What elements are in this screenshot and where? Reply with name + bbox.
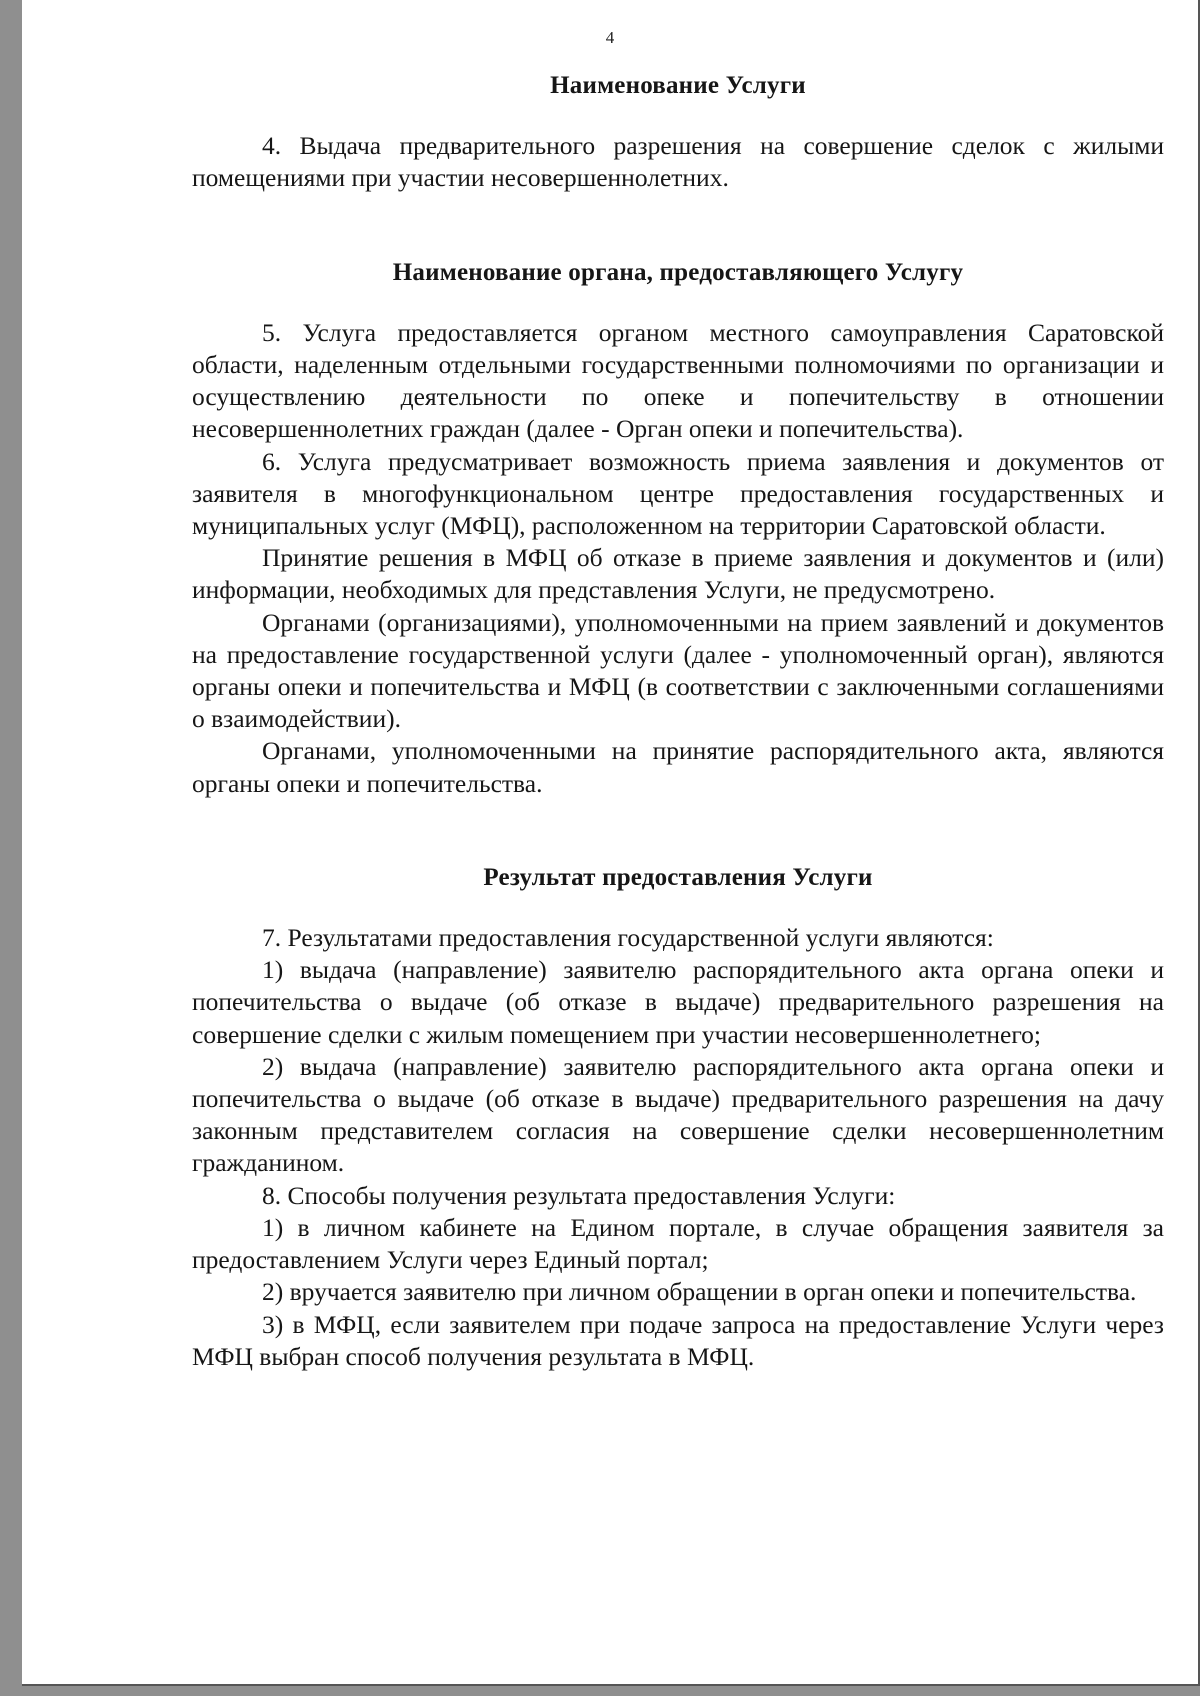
document-page bbox=[22, 0, 1200, 1686]
paragraph-7-item-1: 1) выдача (направление) заявителю распорядительного акта органа опеки и попечительства о выдаче (об отказе в выдаче) предварительного разрешения на совершение сделки с жилым помещением при участии несовершеннолетнего; bbox=[192, 955, 1164, 1049]
paragraph-5: 5. Услуга предоставляется органом местного самоуправления Саратовской области, наделенным отдельными государственными полномочиями по организации и осуществлению деятельности по опеке и попечительству в отношении несовершеннолетних граждан (далее - Орган опеки и попечительства). bbox=[192, 317, 1164, 444]
paragraph-6: 6. Услуга предусматривает возможность приема заявления и документов от заявителя в многофункциональном центре предоставления государственных и муниципальных услуг (МФЦ), расположенном на территории Саратовской области. bbox=[192, 446, 1164, 541]
paragraph-7-item-2: 2) выдача (направление) заявителю распорядительного акта органа опеки и попечительства о выдаче (об отказе в выдаче) предварительного разрешения на дачу законным представителем согласия на совершение сделки несовершеннолетним гражданином. bbox=[192, 1051, 1164, 1178]
paragraph-act-bodies: Органами, уполномоченными на принятие распорядительного акта, являются органы опеки и попечительства. bbox=[192, 736, 1164, 798]
scan-margin bbox=[0, 0, 22, 1696]
paragraph-8-item-3: 3) в МФЦ, если заявителем при подаче запроса на предоставление Услуги через МФЦ выбран способ получения результата в МФЦ. bbox=[192, 1309, 1164, 1371]
paragraph-mfc-refusal: Принятие решения в МФЦ об отказе в приеме заявления и документов и (или) информации, необходимых для представления Услуги, не предусмотрено. bbox=[192, 543, 1164, 605]
paragraph-authorized-bodies: Органами (организациями), уполномоченными на прием заявлений и документов на предоставление государственной услуги (далее - уполномоченный орган), являются органы опеки и попечительства и МФЦ (в соответствии с заключенными соглашениями о взаимодействии). bbox=[192, 607, 1164, 734]
section-title-service-name: Наименование Услуги bbox=[550, 72, 806, 99]
paragraph-8: 8. Способы получения результата предоставления Услуги: bbox=[262, 1180, 896, 1210]
section-title-provider-organ: Наименование органа, предоставляющего Услугу bbox=[392, 258, 964, 286]
paragraph-8-item-2: 2) вручается заявителю при личном обращении в орган опеки и попечительства. bbox=[262, 1277, 1137, 1307]
paragraph-8-item-1: 1) в личном кабинете на Едином портале, в случае обращения заявителя за предоставлением Услуги через Единый портал; bbox=[192, 1212, 1164, 1275]
paragraph-4: 4. Выдача предварительного разрешения на совершение сделок с жилыми помещениями при участии несовершеннолетних. bbox=[192, 131, 1164, 193]
section-title-result: Результат предоставления Услуги bbox=[483, 863, 873, 891]
page-number: 4 bbox=[605, 28, 615, 47]
document-body bbox=[192, 70, 1164, 1373]
paragraph-7: 7. Результатами предоставления государственной услуги являются: bbox=[262, 923, 994, 953]
